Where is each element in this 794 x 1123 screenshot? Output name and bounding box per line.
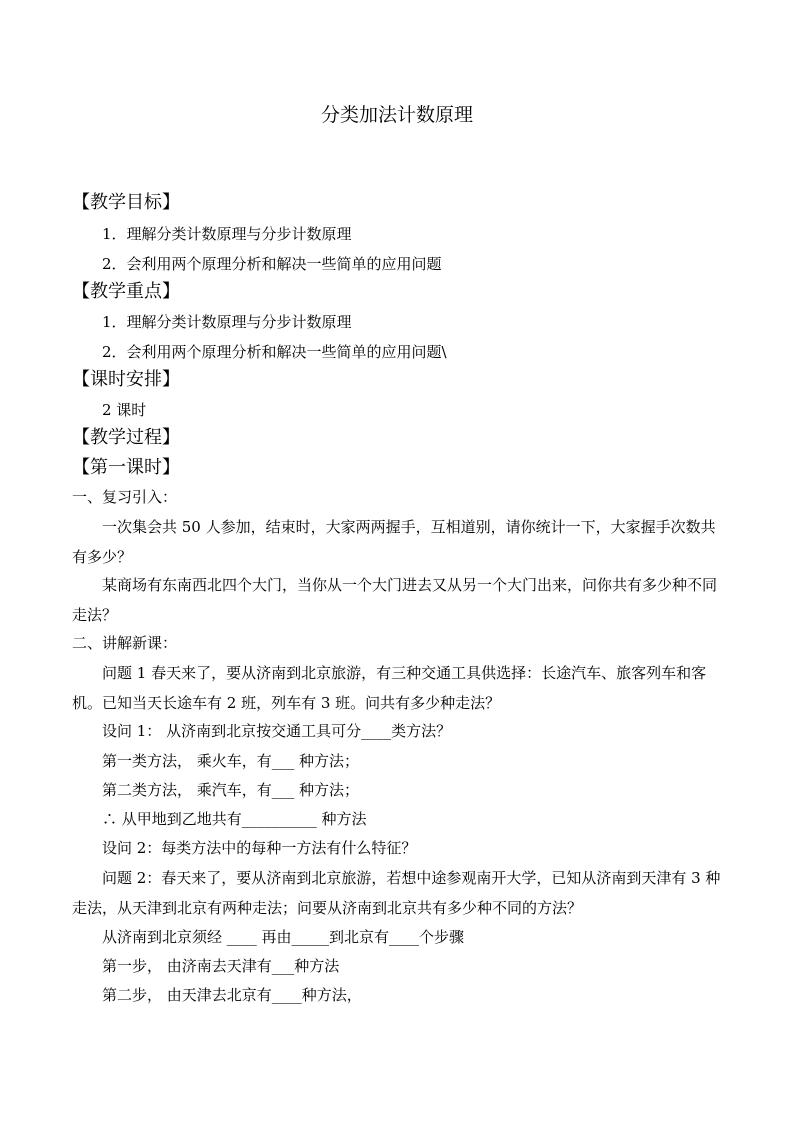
paragraph-review-1-text: 一次集会共 50 人参加，结束时，大家两两握手，互相道别，请你统计一下，大家握手次数共有多少？ bbox=[72, 518, 716, 566]
ask-2: 设问 2：每类方法中的每种一方法有什么特征？ bbox=[102, 839, 417, 857]
paragraph-question-1-text: 问题 1 春天来了，要从济南到北京旅游，有三种交通工具供选择：长途汽车、旅客列车和客机。已知当天长途车有 2 班，列车有 3 班。问共有多少种走法？ bbox=[72, 664, 707, 712]
goal-item-2: 2．会利用两个原理分析和解决一些简单的应用问题 bbox=[102, 255, 442, 273]
heading-first-lesson: 【第一课时】 bbox=[72, 457, 180, 478]
paragraph-question-2-text: 问题 2：春天来了，要从济南到北京旅游，若想中途参观南开大学，已知从济南到天津有 3 种走法，从天津到北京有两种走法；问要从济南到北京共有多少种不同的方法？ bbox=[72, 869, 721, 917]
paragraph-review-2 bbox=[72, 570, 724, 630]
section-review: 一、复习引入： bbox=[72, 488, 178, 506]
paragraph-question-1 bbox=[72, 658, 724, 718]
step-1: 第一步， 由济南去天津有___种方法 bbox=[102, 957, 340, 975]
ask-1: 设问 1： 从济南到北京按交通工具可分____类方法？ bbox=[102, 722, 452, 740]
schedule-text: 2 课时 bbox=[102, 401, 147, 419]
heading-schedule: 【课时安排】 bbox=[72, 369, 180, 390]
key-item-1: 1．理解分类计数原理与分步计数原理 bbox=[102, 313, 352, 331]
key-item-2: 2．会利用两个原理分析和解决一些简单的应用问题\ bbox=[102, 343, 447, 361]
page-title: 分类加法计数原理 bbox=[320, 104, 473, 126]
step-2: 第二步， 由天津去北京有____种方法， bbox=[102, 986, 362, 1004]
section-new-lesson: 二、讲解新课： bbox=[72, 634, 178, 652]
category-2: 第二类方法， 乘汽车，有___ 种方法； bbox=[102, 781, 360, 799]
steps-line: 从济南到北京须经 ____ 再由_____到北京有____个步骤 bbox=[102, 928, 465, 946]
therefore-line: ∴ 从甲地到乙地共有__________ 种方法 bbox=[102, 810, 367, 828]
paragraph-review-1 bbox=[72, 512, 724, 572]
heading-teaching-key-points: 【教学重点】 bbox=[72, 281, 180, 302]
heading-teaching-process: 【教学过程】 bbox=[72, 427, 180, 448]
paragraph-review-2-text: 某商场有东南西北四个大门，当你从一个大门进去又从另一个大门出来，问你共有多少种不同走法？ bbox=[72, 576, 718, 624]
category-1: 第一类方法， 乘火车，有___ 种方法； bbox=[102, 752, 360, 770]
goal-item-1: 1．理解分类计数原理与分步计数原理 bbox=[102, 225, 352, 243]
heading-teaching-goals: 【教学目标】 bbox=[72, 192, 180, 213]
paragraph-question-2 bbox=[72, 863, 724, 923]
